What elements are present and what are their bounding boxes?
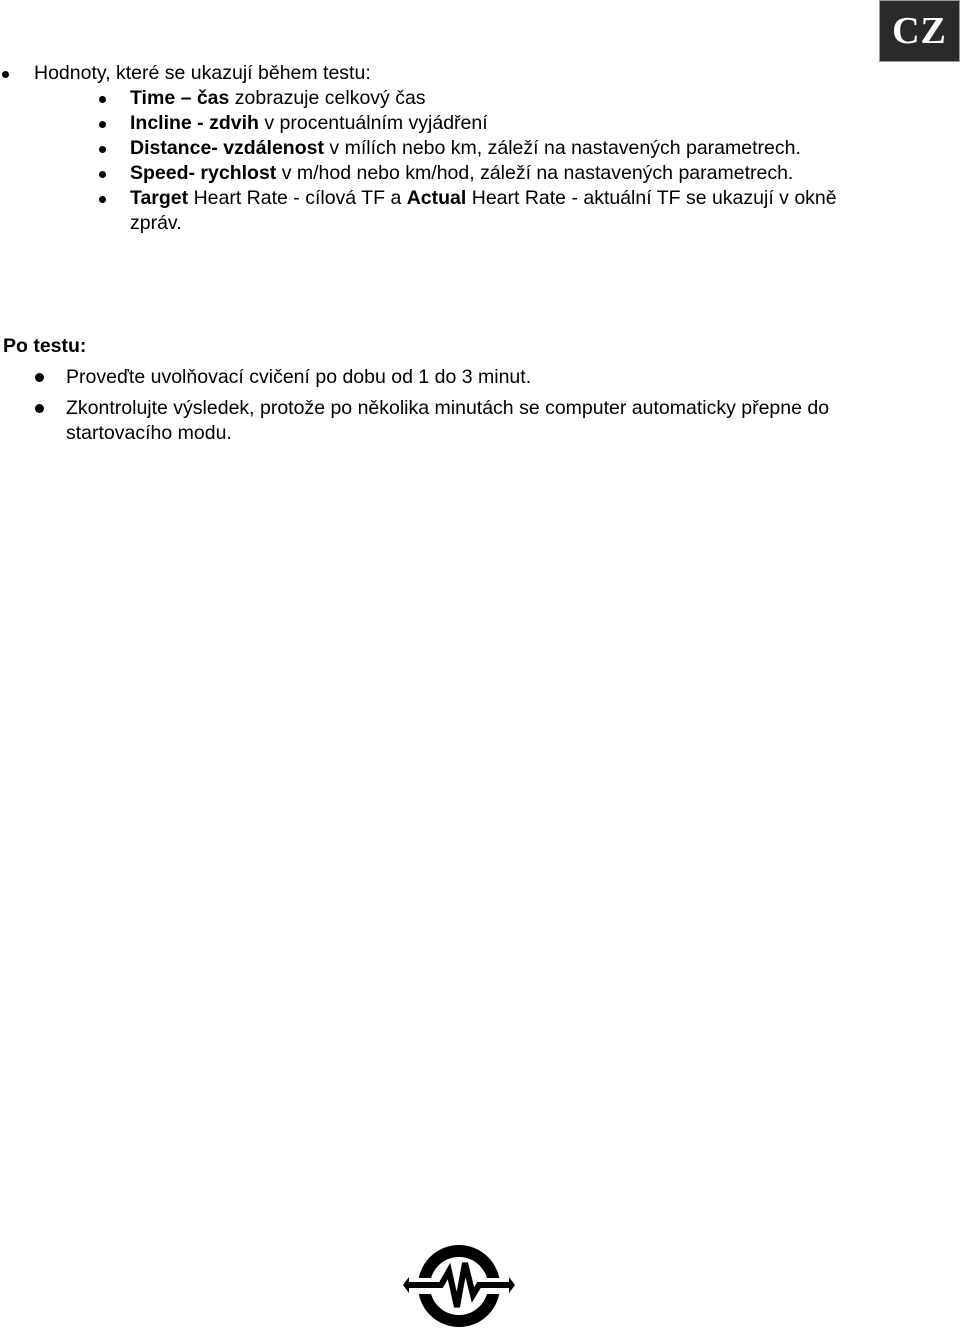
item-desc: Heart Rate - aktuální TF se ukazují v okně zpráv. (130, 187, 837, 234)
item-term: Target (130, 187, 189, 209)
during-test-list (0, 61, 860, 236)
item-desc: v mílích nebo km, záleží na nastavených parametrech. (323, 137, 801, 159)
list-item-incline (0, 111, 860, 136)
item-term: Time – čas (130, 87, 230, 109)
list-item-speed (0, 161, 860, 186)
during-test-intro-text: Hodnoty, které se ukazují během testu: (34, 62, 371, 84)
item-desc: zobrazuje celkový čas (229, 87, 426, 109)
values-list (34, 86, 860, 236)
list-item-time (0, 86, 860, 111)
list-item: Proveďte uvolňovací cvičení po dobu od 1 do 3 minut. (0, 365, 860, 390)
item-desc: v m/hod nebo km/hod, záleží na nastavených parametrech. (276, 162, 794, 184)
during-test-section (0, 61, 860, 236)
item-term: Incline - zdvih (130, 112, 259, 134)
list-item-distance (0, 136, 860, 161)
during-test-intro (0, 61, 860, 236)
language-badge (879, 0, 960, 62)
list-item-heart-rate (0, 186, 860, 236)
list-item: Zkontrolujte výsledek, protože po několika minutách se computer automaticky přepne do startovacího modu. (0, 396, 860, 446)
item-term: Speed- rychlost (130, 162, 277, 184)
after-test-heading: Po testu: (3, 335, 87, 357)
item-desc-mid: Heart Rate - cílová TF a (188, 187, 407, 209)
language-badge-text: CZ (892, 10, 947, 52)
item-term: Distance- vzdálenost (130, 137, 324, 159)
item-desc: v procentuálním vyjádření (258, 112, 488, 134)
item-term-2: Actual (406, 187, 467, 209)
heartbeat-logo-icon (403, 1243, 515, 1329)
after-test-list (0, 365, 860, 452)
